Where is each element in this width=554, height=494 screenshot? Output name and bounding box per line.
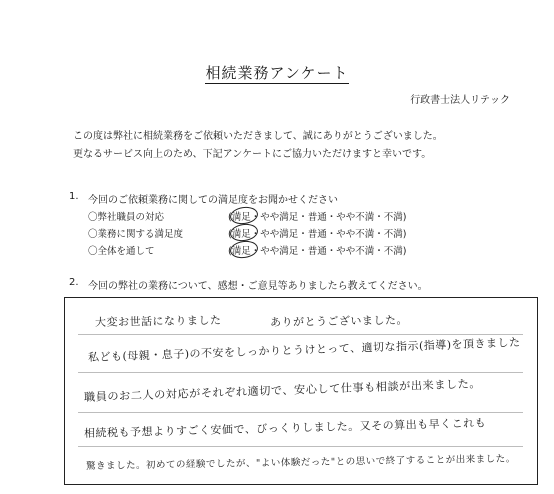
ruled-line (78, 446, 523, 447)
handwritten-line-1b: ありがとうございました。 (269, 313, 409, 329)
handwritten-line-3: 職員のお二人の対応がそれぞれ適切で、安心して仕事も相談が出来ました。 (83, 377, 482, 404)
handwritten-line-1a: 大変お世話になりました (94, 313, 222, 329)
handwritten-line-2: 私ども(母親・息子)の不安をしっかりとうけとって、適切な指示(指導)を頂きました (87, 335, 521, 364)
question-1-number: 1. (69, 191, 79, 202)
page-title: 相続業務アンケート (205, 64, 349, 82)
q1-item-scale-staff: (満足・やや満足・普通・やや不満・不満) (228, 212, 407, 223)
q1-item-label-overall: 〇全体を通して (88, 246, 155, 257)
handwritten-line-5: 驚きました。初めての経験でしたが、"よい体験だった"との思いで終了することが出来ました。 (85, 453, 516, 472)
ruled-line (78, 412, 523, 413)
q1-item-scale-service: (満足・やや満足・普通・やや不満・不満) (228, 229, 407, 240)
ruled-line (78, 372, 523, 373)
q1-item-scale-overall: (満足・やや満足・普通・やや不満・不満) (228, 246, 407, 257)
handwritten-line-4: 相続税も予想よりすごく安価で、びっくりしました。又その算出も早くこれも (83, 416, 487, 440)
intro-line-1: この度は弊社に相続業務をご依頼いただきまして、誠にありがとうございました。 (73, 131, 443, 142)
question-2-text: 今回の弊社の業務について、感想・ご意見等ありましたら教えてください。 (88, 281, 428, 292)
q1-item-label-staff: 〇弊社職員の対応 (88, 212, 165, 223)
issuer-name: 行政書士法人リテック (410, 95, 510, 106)
q1-item-label-service: 〇業務に関する満足度 (88, 229, 184, 240)
intro-line-2: 更なるサービス向上のため、下記アンケートにご協力いただけますと幸いです。 (73, 149, 432, 160)
ruled-line (78, 334, 523, 335)
question-1-text: 今回のご依頼業務に関しての満足度をお聞かせください (88, 195, 338, 206)
question-2-number: 2. (69, 277, 79, 288)
